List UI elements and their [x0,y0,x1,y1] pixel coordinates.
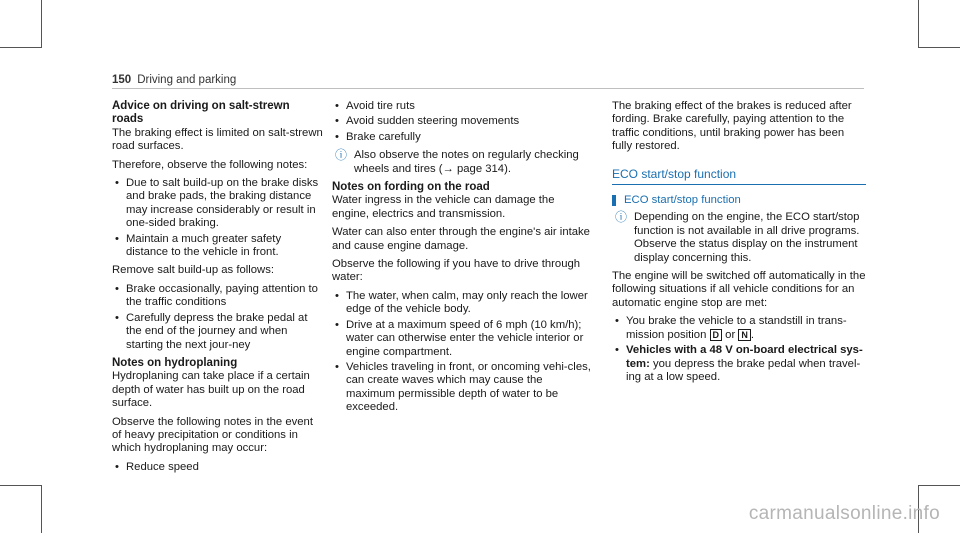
crop-mark [0,47,42,48]
neutral-position-n-icon: N [738,329,751,341]
note-text: Also observe the notes on regularly checking wheels and tires (→ page 314). [354,149,579,175]
bullet-list [332,100,592,144]
subsection-bar-icon [612,195,616,206]
conjunction: or [725,328,736,341]
list-item: • Due to salt build-up on the brake disks and brake pads, the braking distance may increase considerably or result in one-sided braking. [112,177,324,231]
list-item-text: you depress the brake pedal when travel-ing at a low speed. [626,357,861,383]
paragraph: Observe the following notes in the event of heavy precipitation or conditions in which hydroplaning may occur: [112,415,313,455]
crop-mark [918,47,960,48]
paragraph: Observe the following if you have to drive through water: [332,258,581,284]
list-item: • Reduce speed [112,461,324,474]
bullet-list [332,290,592,415]
list-item-bold: Vehicles with a 48 V on-board electrical sys-tem: [626,344,863,370]
info-icon: ⓘ [615,210,628,225]
list-item [612,344,866,384]
paragraph: Hydroplaning can take place if a certain depth of water has built up on the road surface. [112,370,310,410]
header-rule [112,88,864,89]
column-3 [612,100,866,389]
paragraph: The braking effect is limited on salt-strewn road surfaces. [112,126,323,153]
heading-hydroplaning: Notes on hydroplaning [112,356,238,369]
bullet-list [612,315,866,384]
heading-fording: Notes on fording on the road [332,181,490,194]
drive-position-d-icon: D [710,329,723,341]
page-header [112,74,236,86]
list-item: • Maintain a much greater safety distance to the vehicle in front. [112,233,324,260]
paragraph: The engine will be switched off automatically in the following situations if all vehicle conditions for an automatic engine stop are met: [612,270,866,309]
heading-salt-roads: Advice on driving on salt-strewn roads [112,100,290,126]
paragraph: Water can also enter through the engine's air intake and cause engine damage. [332,226,590,252]
page-number: 150 [112,74,132,86]
section-name: Driving and parking [137,74,237,86]
info-icon: ⓘ [335,148,348,163]
note-text: Depending on the engine, the ECO start/stop function is not available in all drive programs. Observe the status display on the instrument display concerning this. [634,211,860,264]
list-item: • The water, when calm, may only reach the lower edge of the vehicle body. [332,290,592,317]
list-item: • Carefully depress the brake pedal at the end of the journey and when starting the next jour-ney [112,312,324,352]
watermark: carmanualsonline.info [748,503,940,524]
paragraph: Remove salt build-up as follows: [112,264,274,277]
column-2 [332,100,592,420]
paragraph: Water ingress in the vehicle can damage the engine, electrics and transmission. [332,194,555,220]
list-item [612,315,866,342]
list-item: • Vehicles traveling in front, or oncoming vehi-cles, can create waves which may cause the maximum permissible depth of water to be exceeded. [332,361,592,415]
bullet-list [112,177,324,259]
section-title-eco: ECO start/stop function [612,168,866,185]
crop-mark [41,0,42,48]
crop-mark [0,485,42,486]
list-item-end: . [750,328,754,341]
paragraph: The braking effect of the brakes is reduced after fording. Brake carefully, paying attention to the traffic conditions, until braking power has been fully restored. [612,100,852,153]
crop-mark [918,485,960,486]
list-item-text: You brake the vehicle to a standstill in trans-mission position [626,315,847,341]
paragraph: Therefore, observe the following notes: [112,158,308,171]
list-item: • Brake carefully [332,131,592,144]
subsection-title-text: ECO start/stop function [624,194,741,207]
list-item: • Avoid tire ruts [332,100,592,113]
list-item: • Drive at a maximum speed of 6 mph (10 km/h); water can otherwise enter the vehicle interior or engine compartment. [332,319,592,359]
subsection-title-eco [612,194,866,207]
bullet-list [112,283,324,352]
list-item: • Avoid sudden steering movements [332,115,592,128]
note [332,149,592,176]
bullet-list [112,461,324,474]
note [612,211,866,265]
column-1 [112,100,324,479]
crop-mark [918,0,919,48]
crop-mark [41,485,42,533]
list-item: • Brake occasionally, paying attention to the traffic conditions [112,283,324,310]
